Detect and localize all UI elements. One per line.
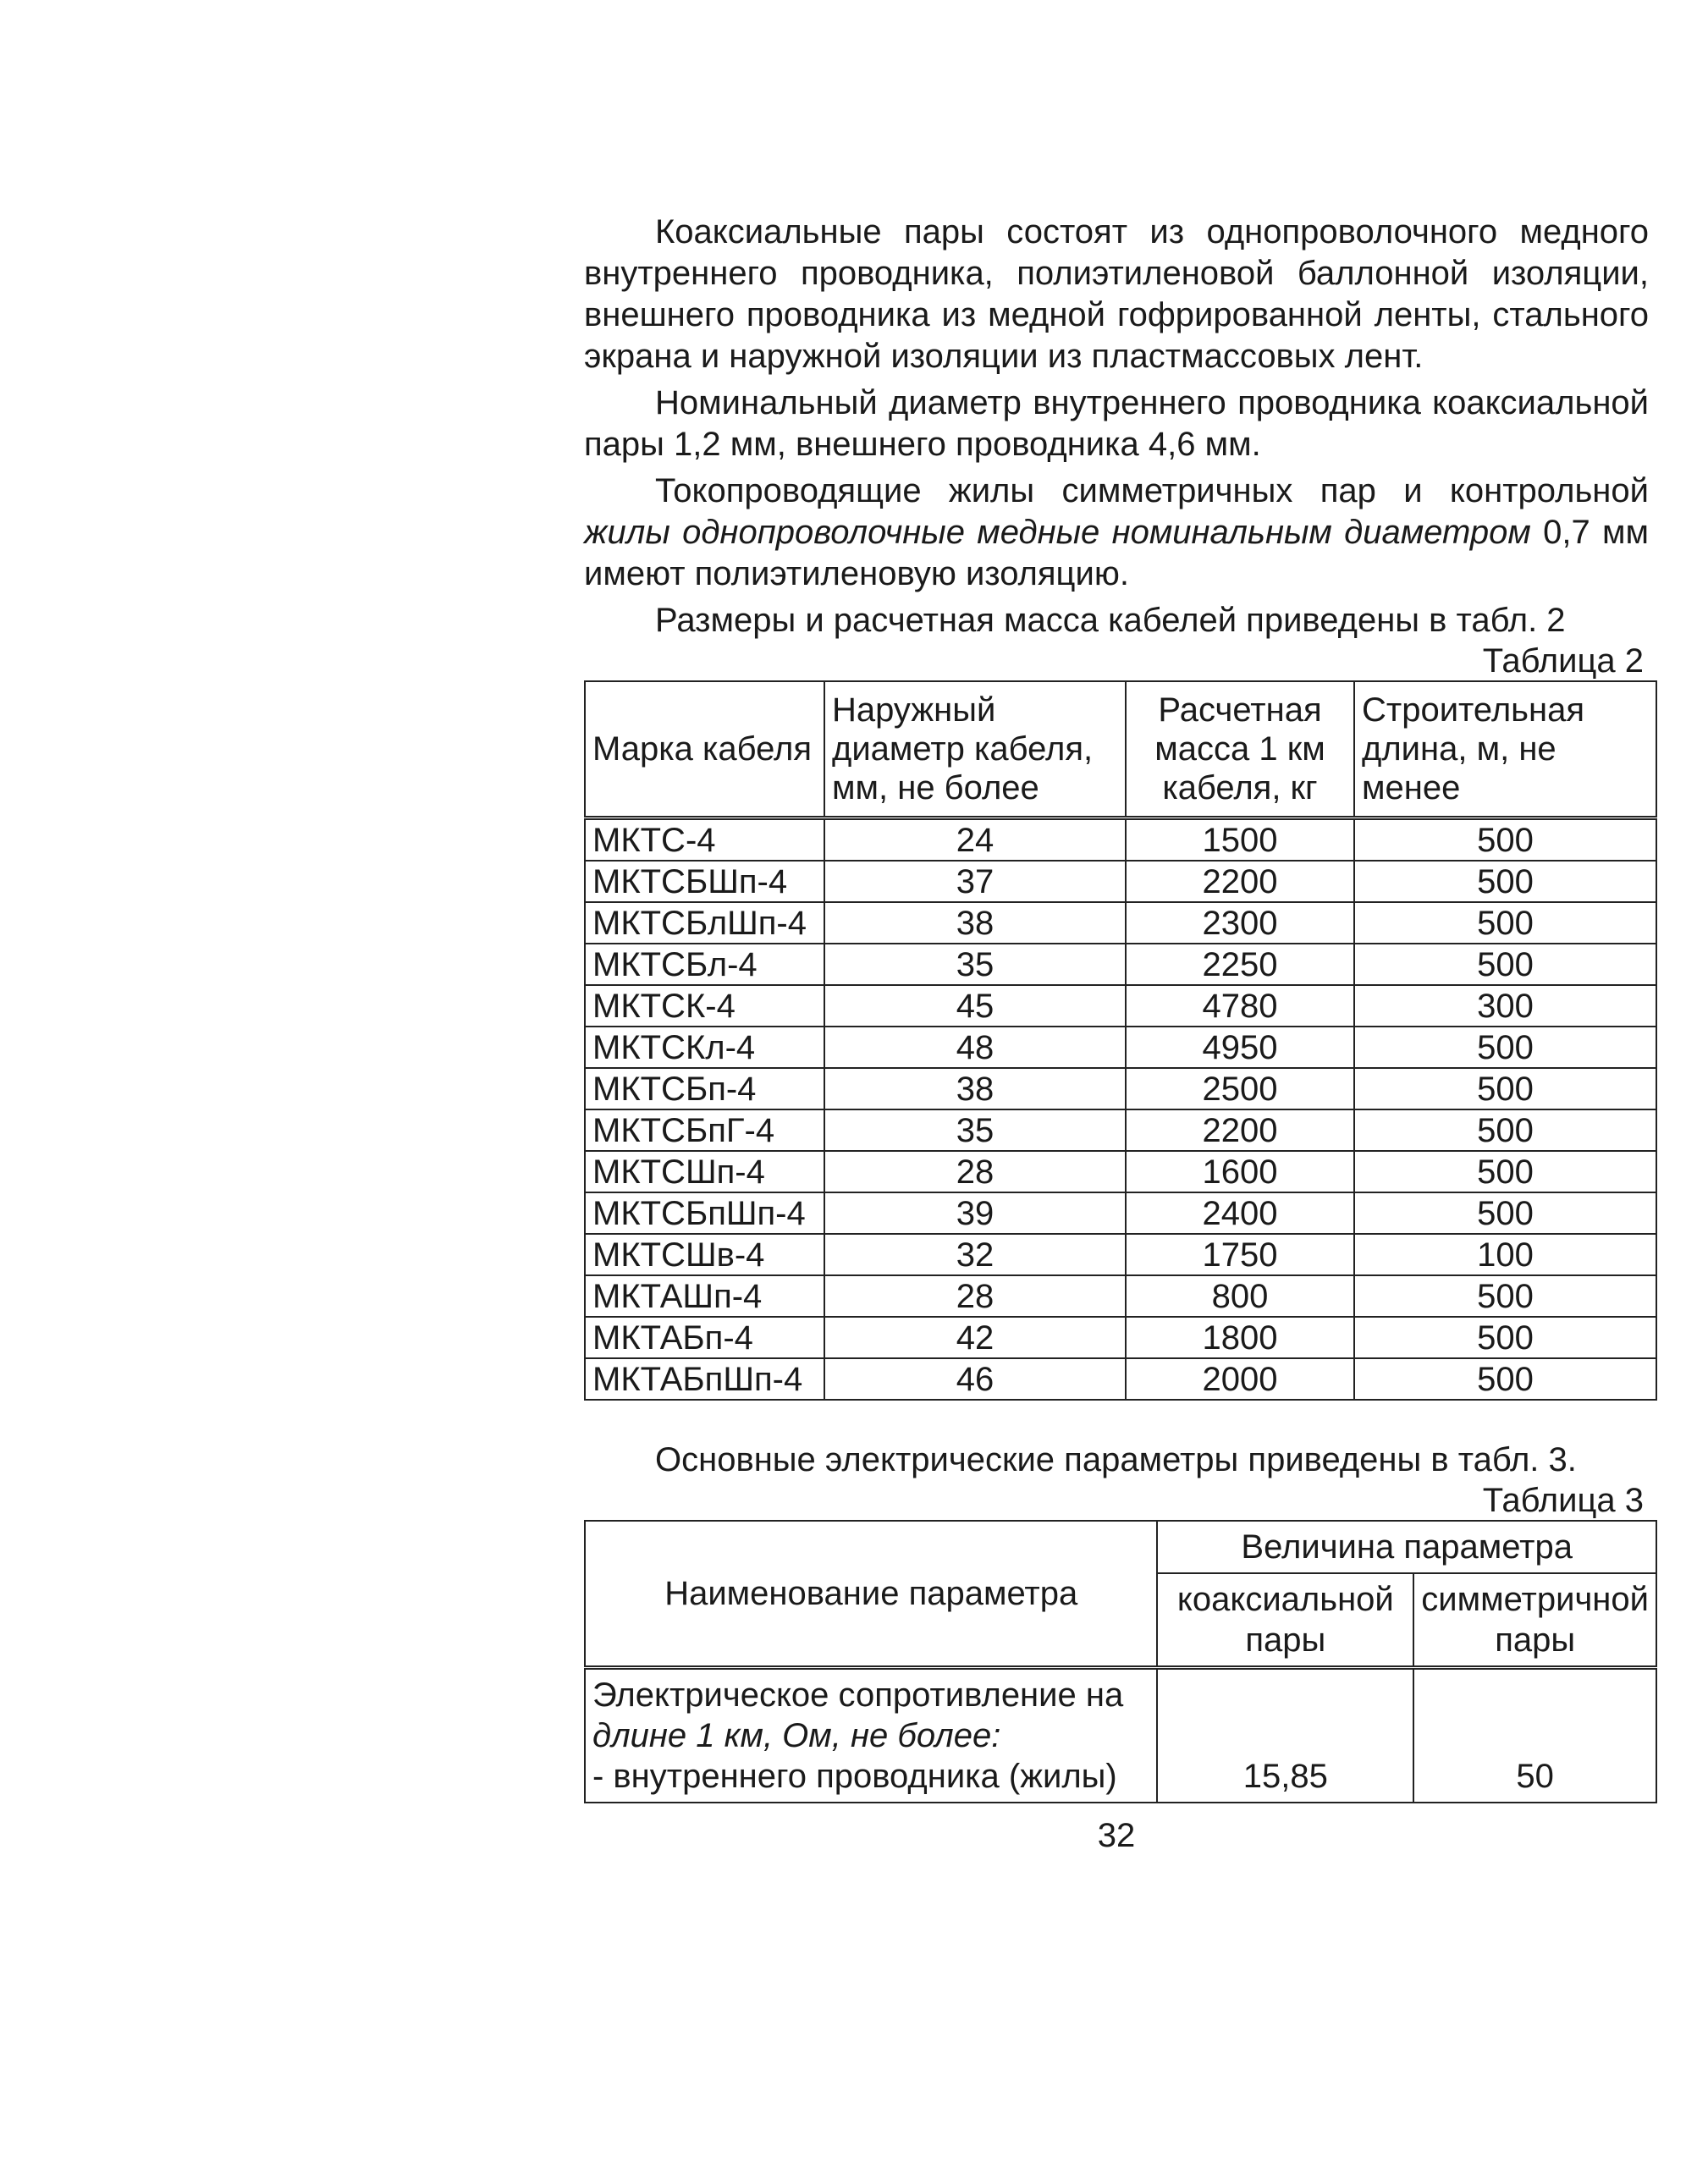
cell-length: 500 [1354, 818, 1656, 862]
table-row [585, 1317, 1656, 1358]
cell-diameter: 46 [824, 1358, 1126, 1400]
cell-mass: 2250 [1126, 944, 1354, 985]
cell-mass: 2300 [1126, 902, 1354, 944]
table-row [585, 1151, 1656, 1192]
cell-diameter: 38 [824, 1068, 1126, 1109]
paragraph-conductors-end: 0,7 мм имеют полиэтиленовую изоляцию. [584, 514, 1650, 592]
cell-length: 100 [1354, 1234, 1656, 1275]
cell-brand: МКТСШв-4 [585, 1234, 824, 1275]
table3-param-line1: Электрическое сопротивление на [592, 1676, 1124, 1714]
table-row [585, 1068, 1656, 1109]
cell-mass: 1600 [1126, 1151, 1354, 1192]
cell-diameter: 39 [824, 1192, 1126, 1234]
cable-dimensions-table [584, 680, 1657, 1401]
cell-length: 300 [1354, 985, 1656, 1027]
cell-mass: 2400 [1126, 1192, 1354, 1234]
table2-body [585, 818, 1656, 1401]
table3-row-resistance [585, 1668, 1656, 1803]
cell-length: 500 [1354, 1027, 1656, 1068]
table-row [585, 1358, 1656, 1400]
table2-label: Таблица 2 [1482, 642, 1644, 680]
paragraph-coaxial-pairs: Коаксиальные пары состоят из однопроволочного медного внутреннего проводника, полиэтиленовой баллонной изоляции, внешнего проводника из медной гофрированной ленты, стального экрана и наружной изоляции из пластмассовых лент. [584, 213, 1649, 375]
cell-brand: МКТС-4 [585, 818, 824, 862]
document-page [584, 212, 1649, 1855]
table3-header-row-1 [585, 1521, 1656, 1573]
cell-mass: 800 [1126, 1275, 1354, 1317]
cell-length: 500 [1354, 1068, 1656, 1109]
cell-diameter: 35 [824, 944, 1126, 985]
cell-mass: 4780 [1126, 985, 1354, 1027]
page-number: 32 [1097, 1817, 1136, 1854]
cell-length: 500 [1354, 1317, 1656, 1358]
paragraph-conductors-italic: жилы однопроволочные медные номинальным диаметром [584, 514, 1531, 551]
table3-value-coax: 15,85 [1157, 1668, 1413, 1803]
cell-diameter: 42 [824, 1317, 1126, 1358]
cell-diameter: 37 [824, 861, 1126, 902]
cell-diameter: 38 [824, 902, 1126, 944]
cell-brand: МКТСБл-4 [585, 944, 824, 985]
table2-header-length: Строительная длина, м, не менее [1354, 681, 1656, 818]
cell-diameter: 24 [824, 818, 1126, 862]
cell-mass: 1800 [1126, 1317, 1354, 1358]
cell-brand: МКТАБп-4 [585, 1317, 824, 1358]
cell-length: 500 [1354, 902, 1656, 944]
table-row [585, 1109, 1656, 1151]
table2-header-row [585, 681, 1656, 818]
cell-length: 500 [1354, 1109, 1656, 1151]
cell-brand: МКТСБп-4 [585, 1068, 824, 1109]
table3-header-sym: симметричной пары [1413, 1573, 1656, 1668]
cell-length: 500 [1354, 944, 1656, 985]
cell-brand: МКТСБШп-4 [585, 861, 824, 902]
cell-brand: МКТСКл-4 [585, 1027, 824, 1068]
table3-param-resistance [585, 1668, 1157, 1803]
table3-header-param: Наименование параметра [585, 1521, 1157, 1668]
cell-brand: МКТСБпГ-4 [585, 1109, 824, 1151]
table-row [585, 1027, 1656, 1068]
table-row [585, 902, 1656, 944]
cell-diameter: 28 [824, 1275, 1126, 1317]
table-row [585, 818, 1656, 862]
table3-label: Таблица 3 [1482, 1482, 1644, 1519]
table2-header-diameter: Наружный диаметр кабеля, мм, не более [824, 681, 1126, 818]
electrical-parameters-table [584, 1520, 1657, 1803]
table-row [585, 944, 1656, 985]
cell-brand: МКТСБпШп-4 [585, 1192, 824, 1234]
cell-mass: 1750 [1126, 1234, 1354, 1275]
table3-value-sym: 50 [1413, 1668, 1656, 1803]
paragraph-conductors-start: Токопроводящие жилы симметричных пар и контрольной [655, 472, 1649, 509]
cell-length: 500 [1354, 1192, 1656, 1234]
cell-length: 500 [1354, 1151, 1656, 1192]
cell-mass: 2200 [1126, 861, 1354, 902]
paragraph-nominal-diameter: Номинальный диаметр внутреннего проводника коаксиальной пары 1,2 мм, внешнего проводника 4,6 мм. [584, 384, 1649, 463]
table-row [585, 1275, 1656, 1317]
table-row [585, 1234, 1656, 1275]
table2-intro: Размеры и расчетная масса кабелей приведены в табл. 2 [655, 602, 1566, 639]
paragraph-conductors [584, 471, 1649, 595]
cell-diameter: 32 [824, 1234, 1126, 1275]
table3-param-line2: длине 1 км, Ом, не более: [592, 1717, 1001, 1754]
cell-length: 500 [1354, 861, 1656, 902]
table2-header-mass: Расчетная масса 1 км кабеля, кг [1126, 681, 1354, 818]
cell-mass: 2200 [1126, 1109, 1354, 1151]
table-row [585, 861, 1656, 902]
cell-brand: МКТСБлШп-4 [585, 902, 824, 944]
cell-mass: 1500 [1126, 818, 1354, 862]
cell-diameter: 45 [824, 985, 1126, 1027]
cell-brand: МКТАБпШп-4 [585, 1358, 824, 1400]
table-row [585, 1192, 1656, 1234]
cell-diameter: 48 [824, 1027, 1126, 1068]
table3-intro: Основные электрические параметры приведены в табл. 3. [655, 1441, 1577, 1478]
table3-header-coax: коаксиальной пары [1157, 1573, 1413, 1668]
cell-brand: МКТСШп-4 [585, 1151, 824, 1192]
cell-length: 500 [1354, 1358, 1656, 1400]
table2-header-brand: Марка кабеля [585, 681, 824, 818]
table3-header-value: Величина параметра [1157, 1521, 1656, 1573]
cell-brand: МКТСК-4 [585, 985, 824, 1027]
table-row [585, 985, 1656, 1027]
table3-param-line3: - внутреннего проводника (жилы) [592, 1758, 1117, 1795]
cell-mass: 2500 [1126, 1068, 1354, 1109]
cell-length: 500 [1354, 1275, 1656, 1317]
cell-diameter: 28 [824, 1151, 1126, 1192]
cell-diameter: 35 [824, 1109, 1126, 1151]
cell-mass: 4950 [1126, 1027, 1354, 1068]
cell-brand: МКТАШп-4 [585, 1275, 824, 1317]
cell-mass: 2000 [1126, 1358, 1354, 1400]
